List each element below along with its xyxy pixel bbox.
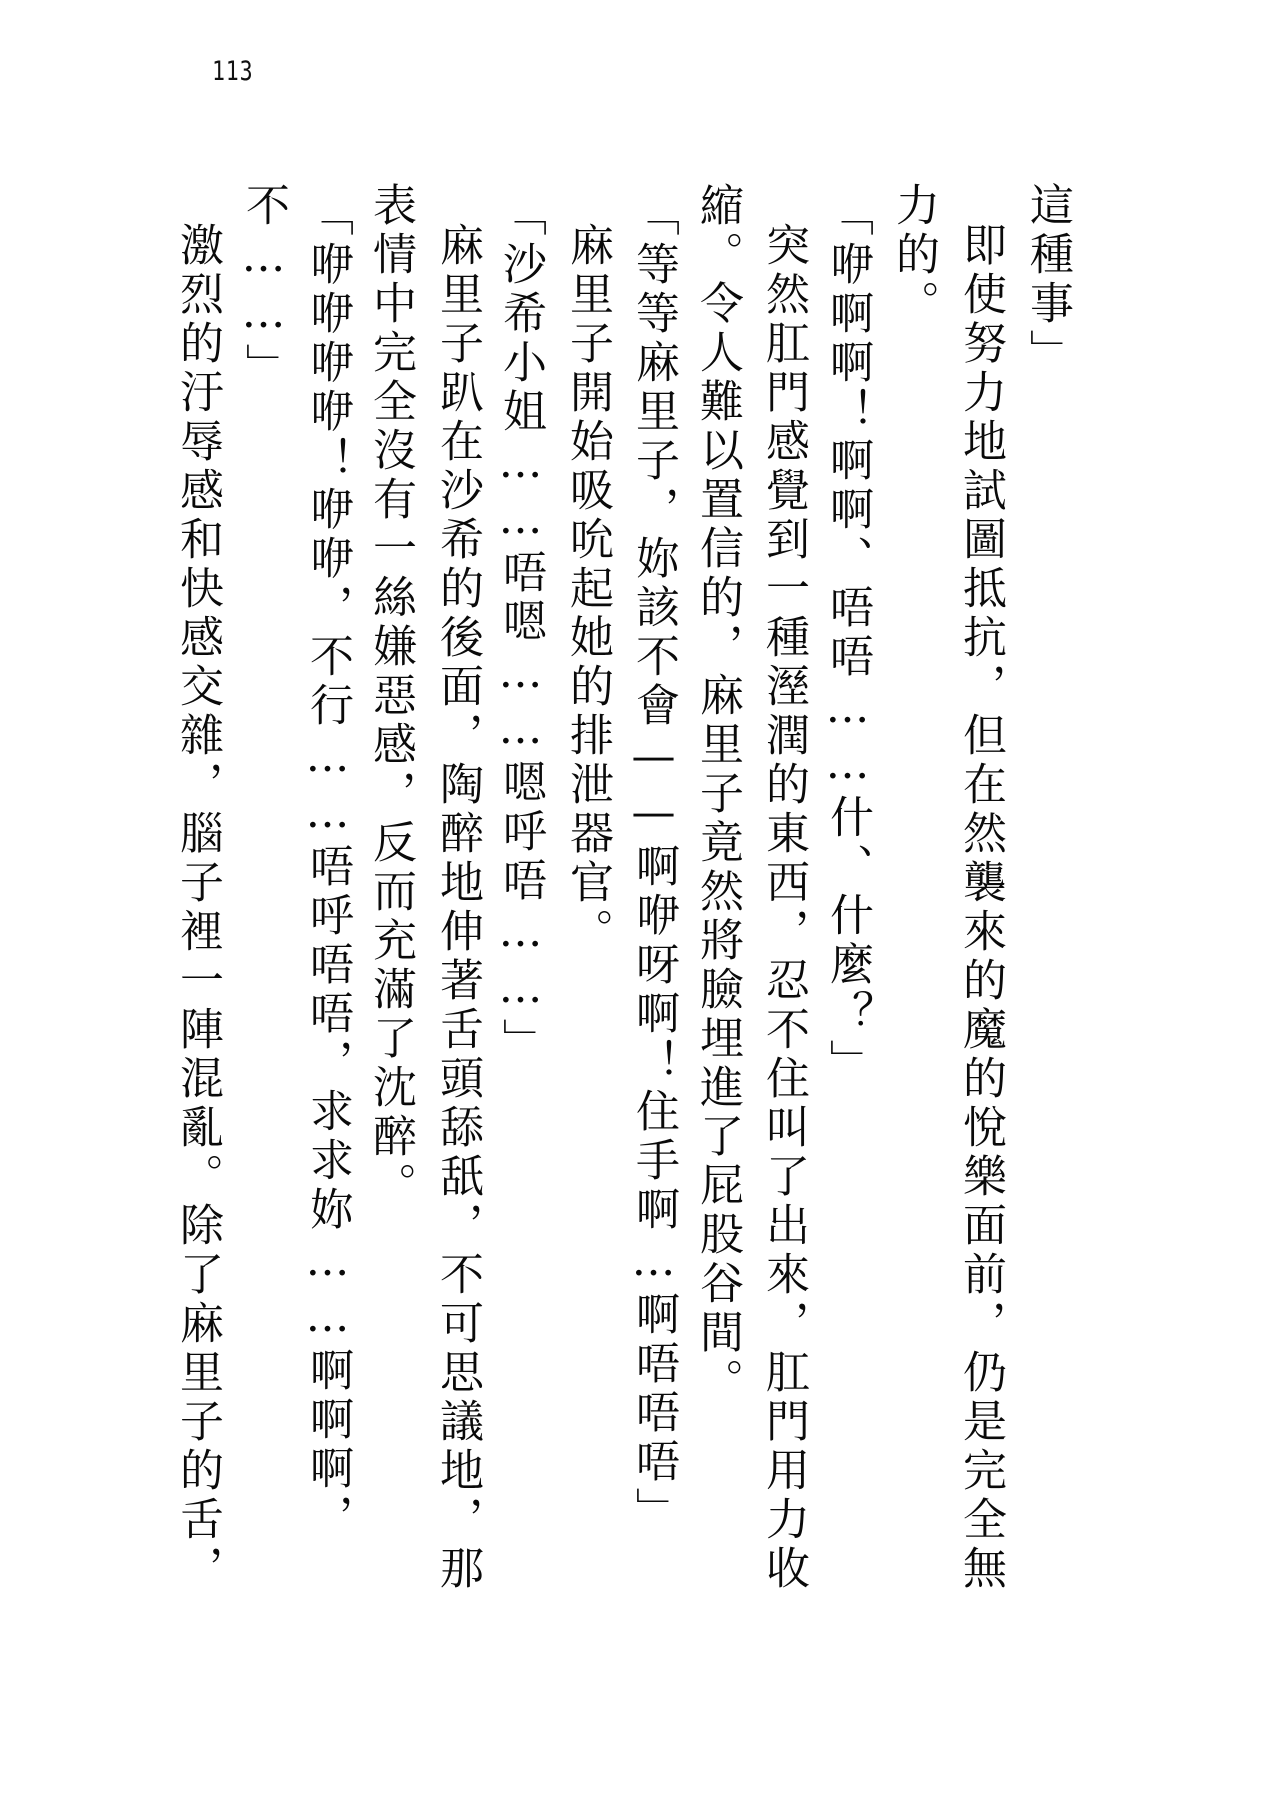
text-column-8: 麻里子開始吸吮起她的排泄器官。 xyxy=(562,222,613,957)
text-column-9: 「沙希小姐……唔嗯……嗯呼唔……」 xyxy=(495,192,546,1067)
text-column-11: 表情中完全沒有一絲嫌惡感，反而充滿了沈醉。 xyxy=(365,182,416,1211)
text-column-3: 力的。 xyxy=(888,182,939,329)
text-column-1: 這種事」 xyxy=(1022,182,1073,378)
text-column-6: 縮。令人難以置信的，麻里子竟然將臉埋進了屁股谷間。 xyxy=(692,182,743,1407)
text-column-7: 「等等麻里子，妳該不會——啊咿呀啊！住手啊…啊唔唔唔」 xyxy=(628,192,679,1536)
text-column-4: 「咿啊啊！啊啊、唔唔……什、什麼？」 xyxy=(822,192,873,1088)
text-column-2: 即使努力地試圖抵抗，但在然襲來的魔的悅樂面前，仍是完全無 xyxy=(955,222,1006,1594)
text-column-13: 不……」 xyxy=(238,182,289,392)
text-column-12: 「咿咿咿咿！咿咿，不行……唔呼唔唔，求求妳……啊啊啊， xyxy=(302,192,353,1543)
text-column-5: 突然肛門感覺到一種溼潤的東西，忍不住叫了出來，肛門用力收 xyxy=(758,222,809,1594)
text-column-14: 激烈的汙辱感和快感交雜，腦子裡一陣混亂。除了麻里子的舌， xyxy=(172,222,223,1594)
text-column-10: 麻里子趴在沙希的後面，陶醉地伸著舌頭舔舐，不可思議地，那 xyxy=(432,222,483,1594)
page-number: 113 xyxy=(212,56,254,87)
